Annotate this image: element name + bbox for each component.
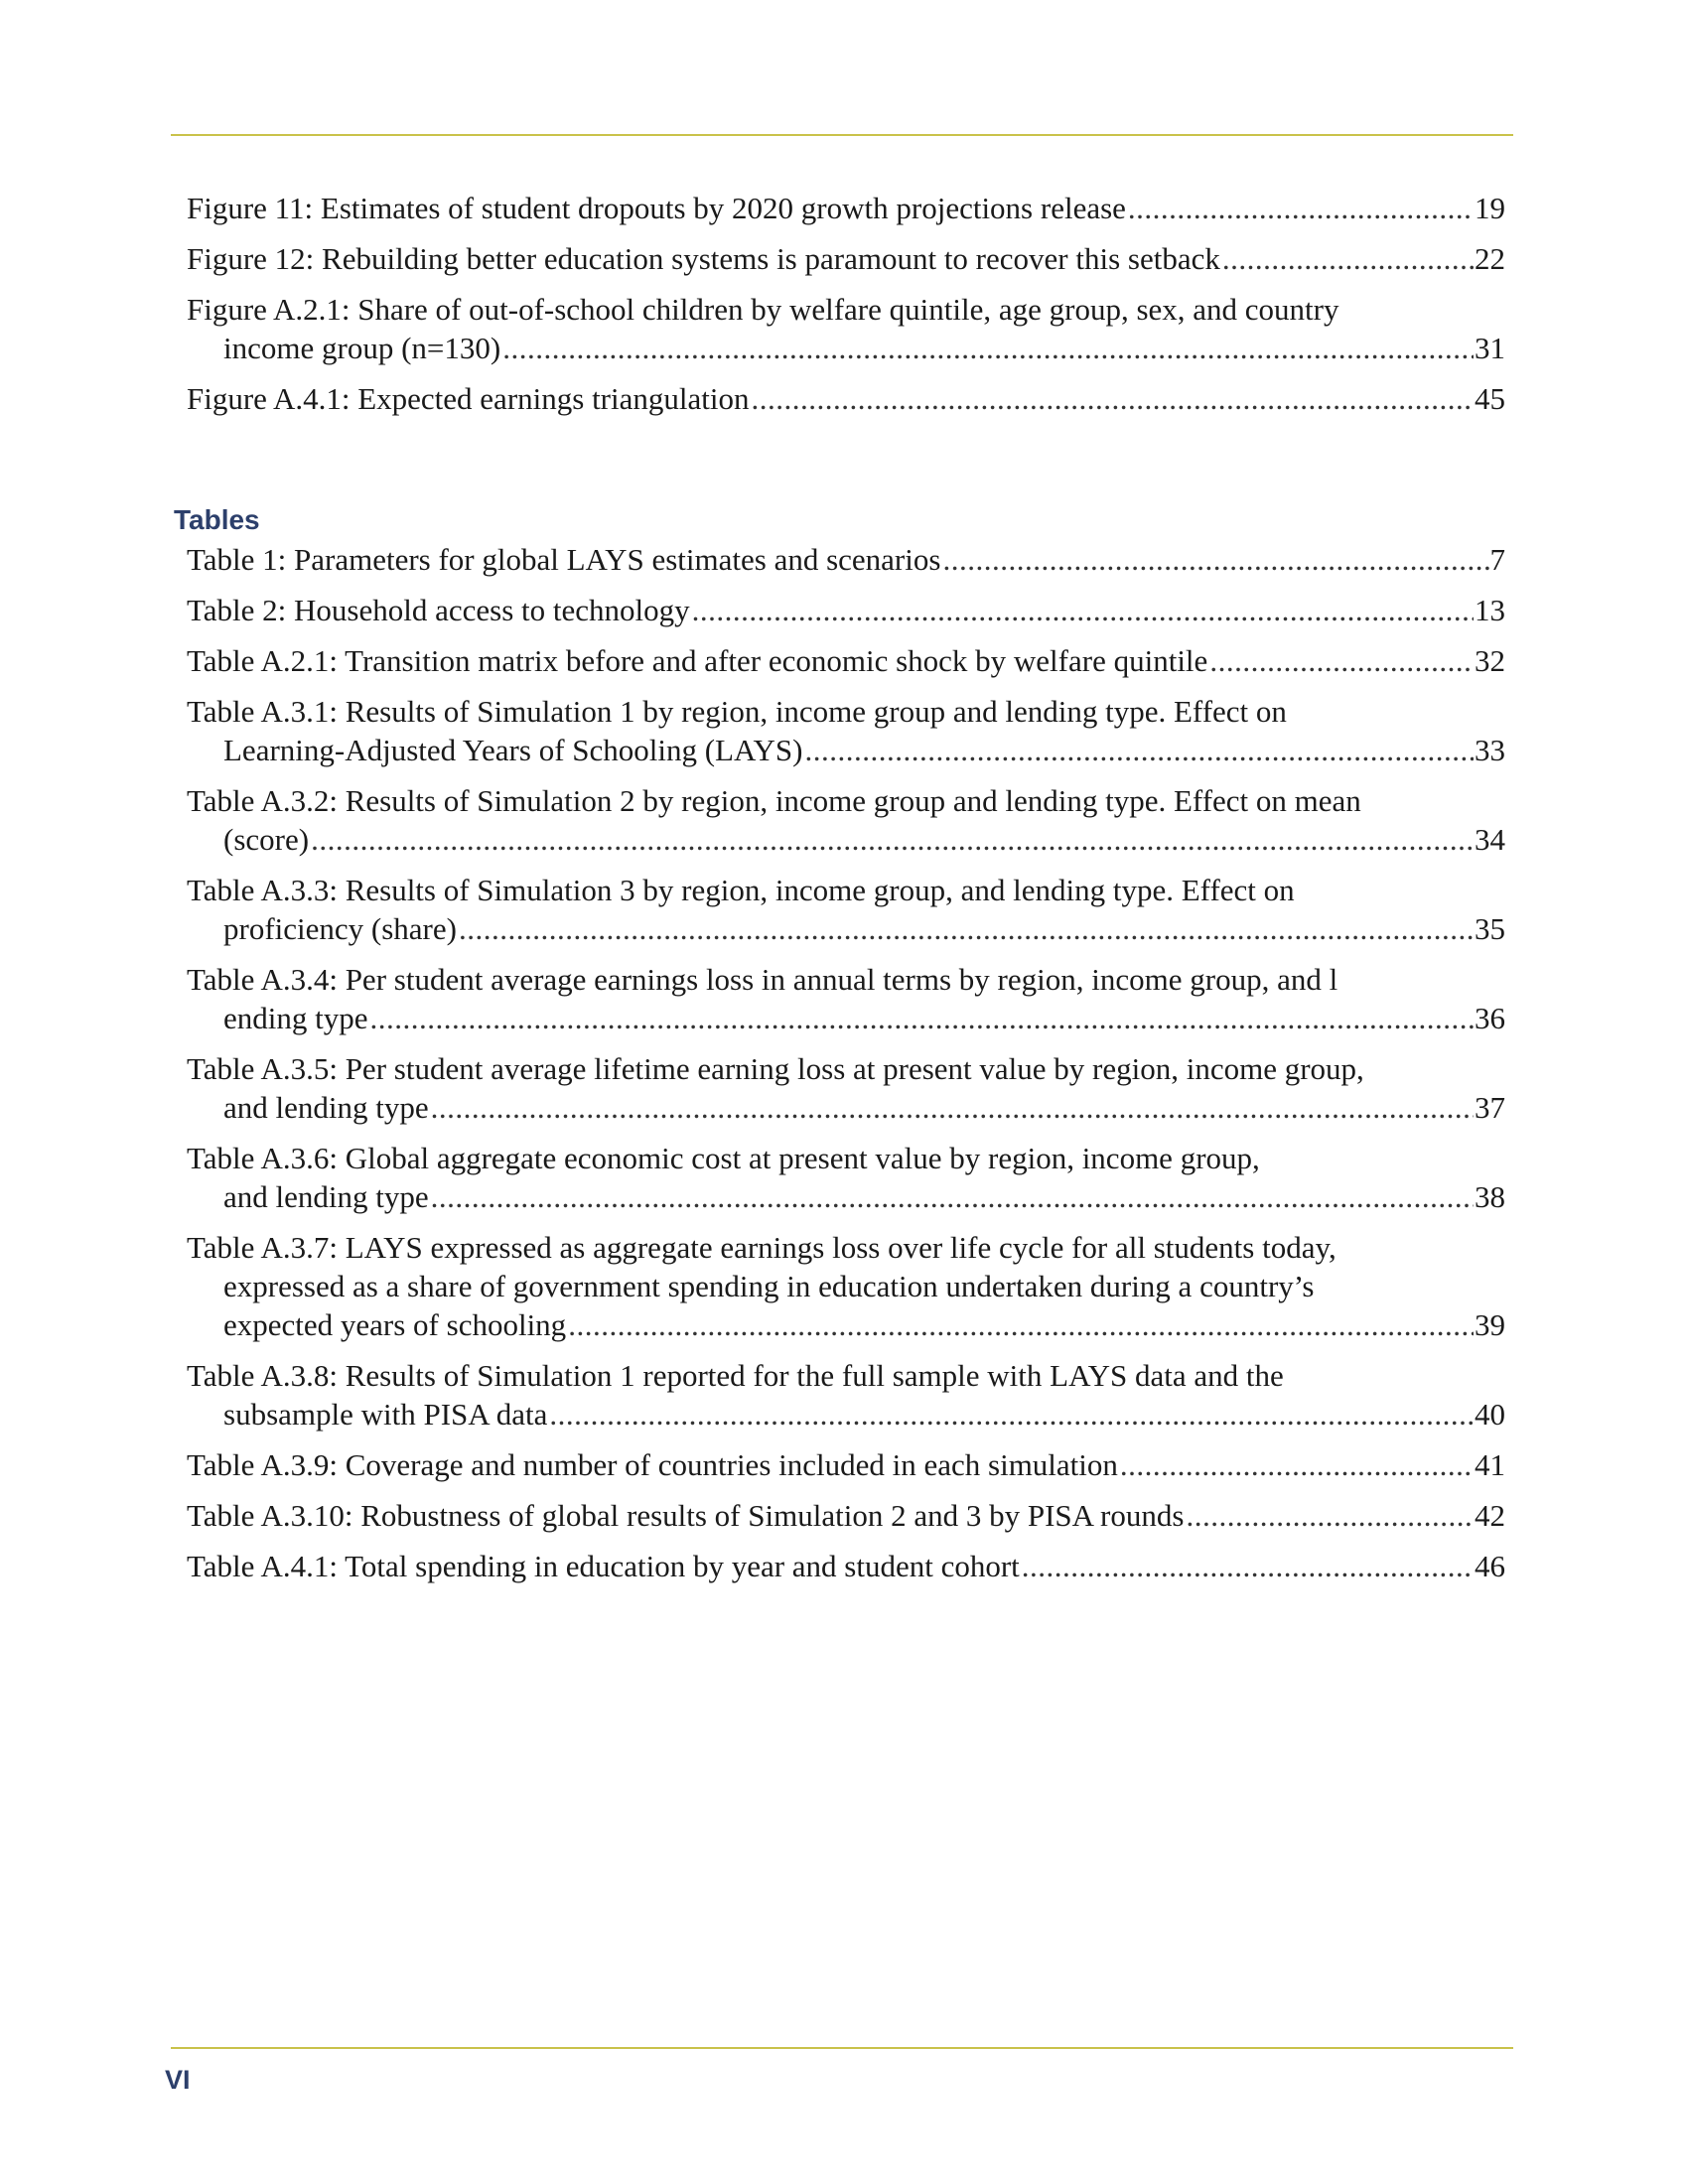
toc-page-number: 38	[1475, 1179, 1505, 1214]
toc-entry-title: Table A.3.7: LAYS expressed as aggregate earnings loss over life cycle for all students today,	[187, 1230, 1336, 1265]
toc-entry[interactable]	[187, 1356, 1505, 1433]
dot-leader	[751, 379, 1474, 418]
dot-leader	[370, 999, 1475, 1037]
toc-entry-title: income group (n=130)	[223, 331, 501, 365]
toc-page-number: 36	[1475, 1001, 1505, 1035]
toc-entry[interactable]	[187, 781, 1505, 859]
toc-entry[interactable]	[187, 1049, 1505, 1127]
toc-entry-title: Table A.3.5: Per student average lifetime earning loss at present value by region, income group,	[187, 1051, 1364, 1086]
toc-entry[interactable]	[187, 1496, 1505, 1535]
toc-entry-title: proficiency (share)	[223, 911, 457, 946]
toc-entry-title: Table A.3.4: Per student average earnings loss in annual terms by region, income group, and l	[187, 962, 1338, 997]
toc-entry[interactable]	[187, 641, 1505, 680]
toc-entry-title: expected years of schooling	[223, 1307, 567, 1342]
toc-entry-title: Table A.3.3: Results of Simulation 3 by region, income group, and lending type. Effect on	[187, 873, 1295, 907]
toc-entry-title: Table A.3.10: Robustness of global results of Simulation 2 and 3 by PISA rounds	[187, 1498, 1185, 1533]
toc-entry-title: expressed as a share of government spending in education undertaken during a country’s	[223, 1269, 1315, 1303]
toc-entry-title: Figure 12: Rebuilding better education systems is paramount to recover this setback	[187, 241, 1220, 276]
dot-leader	[431, 1088, 1474, 1127]
toc-page-number: 34	[1475, 822, 1505, 857]
toc-entry[interactable]	[187, 290, 1505, 367]
dot-leader	[1186, 1496, 1474, 1535]
dot-leader	[1022, 1547, 1474, 1585]
page-number: VI	[165, 2065, 191, 2095]
toc-entry[interactable]	[187, 1139, 1505, 1216]
toc-page-number: 13	[1475, 593, 1505, 627]
toc-page-number: 37	[1475, 1090, 1505, 1125]
toc-page-number: 40	[1475, 1397, 1505, 1432]
toc-entry-title: subsample with PISA data	[223, 1397, 548, 1432]
toc-entry-title: and lending type	[223, 1090, 429, 1125]
toc-entry-title: Table A.3.9: Coverage and number of countries included in each simulation	[187, 1447, 1118, 1482]
toc-entry[interactable]	[187, 1547, 1505, 1585]
dot-leader	[549, 1395, 1474, 1433]
toc-page-number: 33	[1475, 733, 1505, 767]
toc-entry-title: Table A.3.6: Global aggregate economic cost at present value by region, income group,	[187, 1141, 1260, 1175]
toc-page-number: 45	[1475, 381, 1505, 416]
dot-leader	[805, 731, 1475, 769]
toc-entry-title: Learning-Adjusted Years of Schooling (LAYS)	[223, 733, 803, 767]
toc-entry[interactable]	[187, 1228, 1505, 1344]
toc-entry[interactable]	[187, 591, 1505, 629]
dot-leader	[568, 1305, 1474, 1344]
toc-page-number: 7	[1489, 542, 1505, 577]
toc-entry-title: Figure 11: Estimates of student dropouts by 2020 growth projections release	[187, 191, 1126, 225]
toc-entry[interactable]	[187, 379, 1505, 418]
toc-entry-title: Table 2: Household access to technology	[187, 593, 690, 627]
dot-leader	[942, 540, 1488, 579]
toc-page-number: 32	[1475, 643, 1505, 678]
toc-page-number: 39	[1475, 1307, 1505, 1342]
dot-leader	[502, 329, 1474, 367]
dot-leader	[1222, 239, 1474, 278]
footer-rule	[171, 2047, 1513, 2049]
header-rule	[171, 134, 1513, 136]
toc-entry-title: Table A.3.8: Results of Simulation 1 reported for the full sample with LAYS data and the	[187, 1358, 1284, 1393]
toc-entry[interactable]	[187, 871, 1505, 948]
dot-leader	[1120, 1445, 1474, 1484]
figures-list	[187, 189, 1505, 430]
toc-page-number: 46	[1475, 1549, 1505, 1583]
toc-entry-title: Figure A.4.1: Expected earnings triangulation	[187, 381, 750, 416]
toc-entry[interactable]	[187, 692, 1505, 769]
dot-leader	[1209, 641, 1474, 680]
dot-leader	[459, 909, 1474, 948]
toc-entry-title: and lending type	[223, 1179, 429, 1214]
toc-entry[interactable]	[187, 239, 1505, 278]
dot-leader	[431, 1177, 1474, 1216]
tables-heading: Tables	[174, 504, 260, 535]
toc-entry-title: Table 1: Parameters for global LAYS estimates and scenarios	[187, 542, 941, 577]
dot-leader	[311, 820, 1474, 859]
toc-entry[interactable]	[187, 960, 1505, 1037]
toc-entry-title: Table A.4.1: Total spending in education by year and student cohort	[187, 1549, 1020, 1583]
toc-page-number: 22	[1475, 241, 1505, 276]
toc-entry[interactable]	[187, 189, 1505, 227]
dot-leader	[692, 591, 1474, 629]
toc-page-number: 35	[1475, 911, 1505, 946]
toc-entry-title: Table A.3.1: Results of Simulation 1 by region, income group and lending type. Effect on	[187, 694, 1287, 729]
toc-page-number: 31	[1475, 331, 1505, 365]
toc-page-number: 42	[1475, 1498, 1505, 1533]
toc-entry-title: (score)	[223, 822, 310, 857]
toc-entry-title: ending type	[223, 1001, 368, 1035]
toc-page-number: 19	[1475, 191, 1505, 225]
toc-entry-title: Figure A.2.1: Share of out-of-school children by welfare quintile, age group, sex, and country	[187, 292, 1339, 327]
toc-entry-title: Table A.3.2: Results of Simulation 2 by region, income group and lending type. Effect on mean	[187, 783, 1361, 818]
toc-entry[interactable]	[187, 1445, 1505, 1484]
dot-leader	[1128, 189, 1474, 227]
toc-entry[interactable]	[187, 540, 1505, 579]
toc-page-number: 41	[1475, 1447, 1505, 1482]
tables-list	[187, 540, 1505, 1597]
toc-entry-title: Table A.2.1: Transition matrix before and after economic shock by welfare quintile	[187, 643, 1208, 678]
